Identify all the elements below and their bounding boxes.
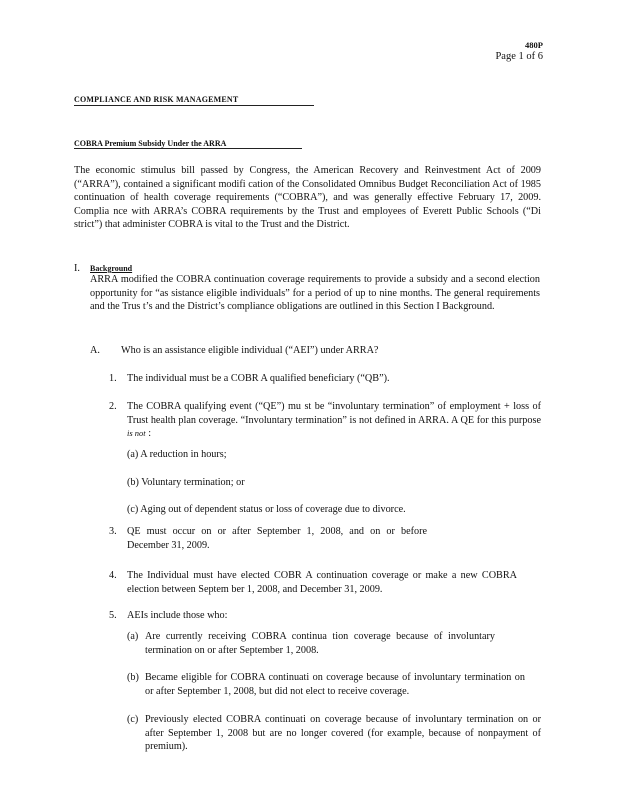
- question-label: A.: [90, 345, 100, 356]
- sub-list-item: (c) Aging out of dependent status or loss of coverage due to divorce.: [127, 504, 406, 515]
- sub-list-letter: (b): [127, 672, 139, 683]
- sub-list-item: (a) A reduction in hours;: [127, 449, 227, 460]
- sub-list-item: (b) Voluntary termination; or: [127, 477, 245, 488]
- list-item-text: The COBRA qualifying event (“QE”) mu st be “involuntary termination” of employment + loss of Trust health plan coverage. “Involuntary termination” is not defined in ARRA. A QE for this purpose: [127, 401, 541, 426]
- sub-list-item: Are currently receiving COBRA continua tion coverage because of involuntary termination on or after September 1, 2008.: [145, 631, 495, 656]
- list-number: 2.: [109, 401, 117, 412]
- page-number: Page 1 of 6: [495, 51, 543, 62]
- list-item: The Individual must have elected COBR A continuation coverage or make a new COBRA election between Septem ber 1, 2008, and December 31, 2009.: [127, 570, 517, 595]
- list-number: 3.: [109, 526, 117, 537]
- section-title-cobra: COBRA Premium Subsidy Under the ARRA: [74, 139, 227, 148]
- emphasis-text: is not: [127, 428, 146, 439]
- list-item: [127, 400, 541, 441]
- section-heading: Background: [90, 264, 133, 273]
- document-number: 480P: [525, 40, 543, 50]
- section-title-compliance: COMPLIANCE AND RISK MANAGEMENT: [74, 95, 239, 104]
- intro-paragraph: The economic stimulus bill passed by Congress, the American Recovery and Reinvestment Act of 2009 (“ARRA”), contained a significant modifi cation of the Consolidated Omnibus Budget Reconciliation Act of 1985 continuation of health coverage requirements (“COBRA”), and was generally effective February 17, 2009. Complia nce with ARRA’s COBRA requirements by the Trust and employees of Everett Public Schools (“Di strict”) that administer COBRA is vital to the Trust and the District.: [74, 165, 541, 231]
- list-item: The individual must be a COBR A qualified beneficiary (“QB”).: [127, 373, 390, 384]
- sub-list-item: Became eligible for COBRA continuati on coverage because of involuntary termination on or after September 1, 2008, but did not elect to receive coverage.: [145, 672, 525, 697]
- title-underline: [74, 148, 302, 149]
- section-number: I.: [74, 263, 80, 274]
- question-text: Who is an assistance eligible individual (“AEI”) under ARRA?: [121, 345, 379, 356]
- section-body: ARRA modified the COBRA continuation coverage requirements to provide a subsidy and a second election opportunity for “as sistance eligible individuals” for a period of up to nine months. The general requirements and the Trus t’s and the District’s compliance obligations are outlined in this Section I Background.: [90, 274, 540, 313]
- list-number: 1.: [109, 373, 117, 384]
- list-item-text: :: [145, 428, 152, 440]
- list-number: 5.: [109, 610, 117, 621]
- list-item: AEIs include those who:: [127, 610, 228, 621]
- list-item: QE must occur on or after September 1, 2008, and on or before December 31, 2009.: [127, 526, 427, 551]
- sub-list-letter: (a): [127, 631, 139, 642]
- sub-list-letter: (c): [127, 714, 139, 725]
- sub-list-item: Previously elected COBRA continuati on coverage because of involuntary termination on or after September 1, 2008 but are no longer covered (for example, because of nonpayment of premium).: [145, 714, 541, 753]
- title-underline: [74, 105, 314, 106]
- list-number: 4.: [109, 570, 117, 581]
